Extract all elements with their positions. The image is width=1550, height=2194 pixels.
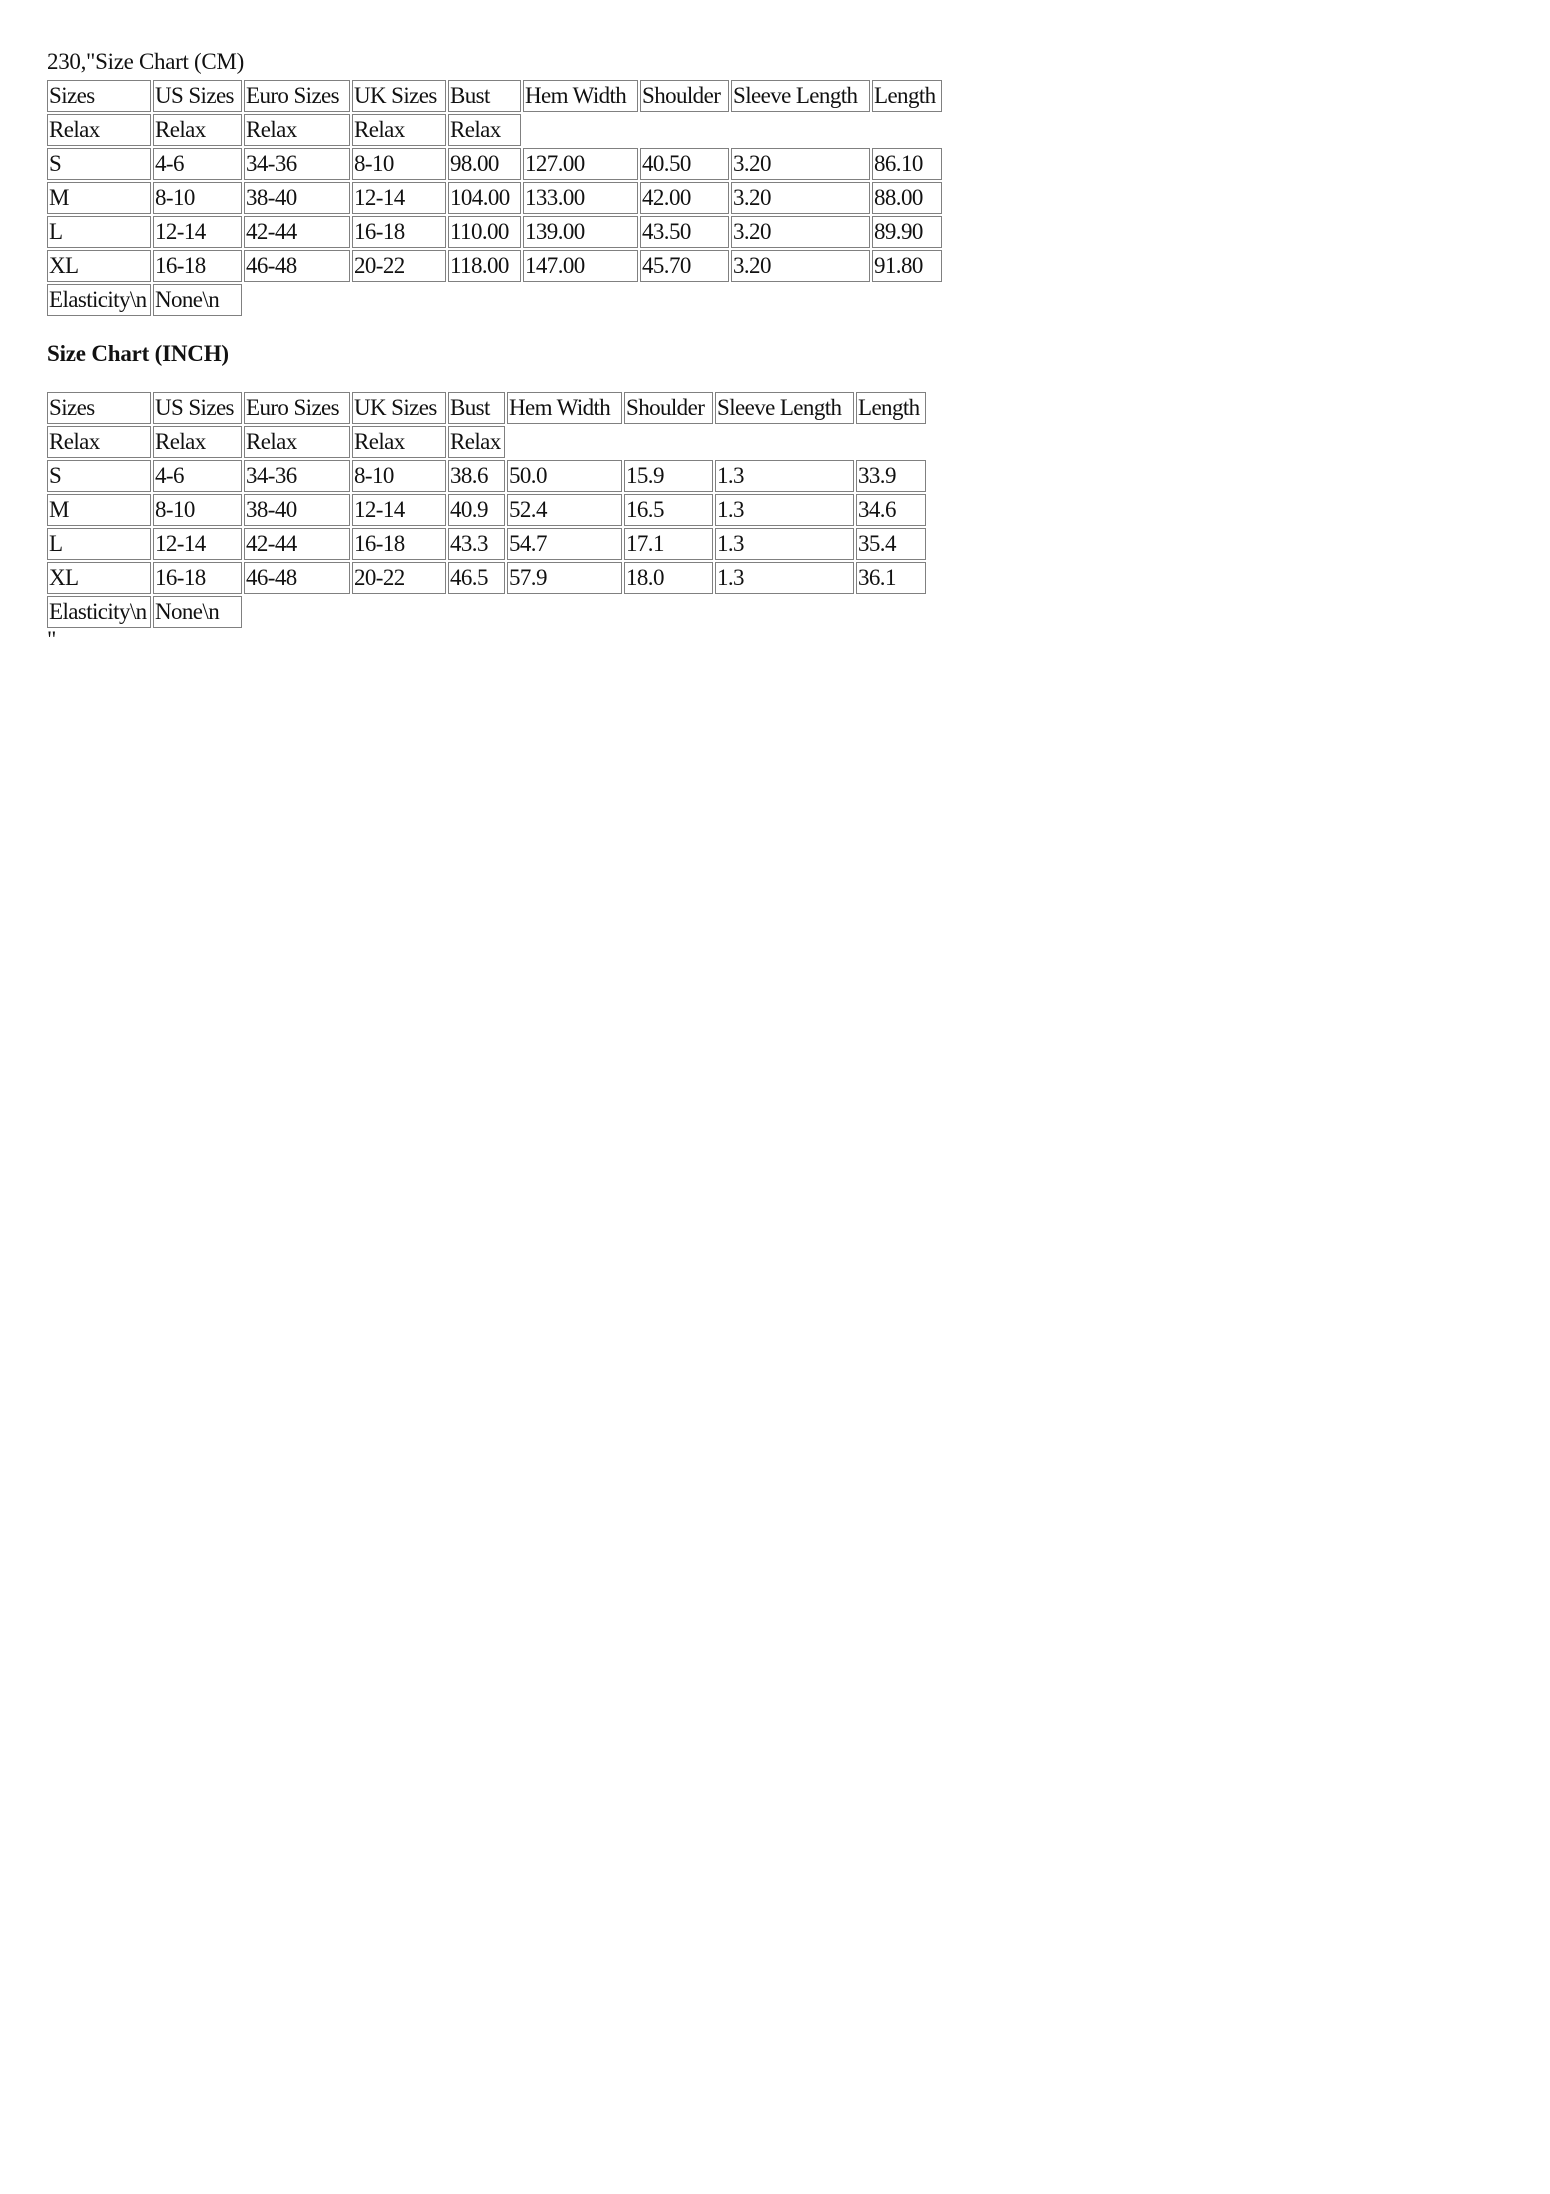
table-cell: 110.00 <box>448 216 521 248</box>
header-cell-bust: Bust <box>448 80 521 112</box>
table-cell: 3.20 <box>731 182 870 214</box>
table-cell: 33.9 <box>856 460 926 492</box>
table-cell: 8-10 <box>352 148 446 180</box>
table-cell: 8-10 <box>153 494 242 526</box>
table-cell: 16-18 <box>352 216 446 248</box>
table-cell: 147.00 <box>523 250 638 282</box>
elasticity-label-cell: Elasticity\n <box>47 284 151 316</box>
table-cell: 16-18 <box>153 250 242 282</box>
header-cell-sleeve-length: Sleeve Length <box>731 80 870 112</box>
closing-quote: " <box>47 627 57 652</box>
header-cell-bust: Bust <box>448 392 505 424</box>
fit-cell: Relax <box>244 426 350 458</box>
table-cell: 17.1 <box>624 528 713 560</box>
table-cell: 1.3 <box>715 528 854 560</box>
header-cell-sizes: Sizes <box>47 80 151 112</box>
table-header-row <box>47 80 942 112</box>
table-cell: 40.9 <box>448 494 505 526</box>
fit-cell: Relax <box>153 426 242 458</box>
table-row <box>47 460 926 492</box>
cm-size-chart-title: 230,"Size Chart (CM) <box>47 49 244 74</box>
table-cell: 1.3 <box>715 460 854 492</box>
table-cell: 34.6 <box>856 494 926 526</box>
table-cell: 3.20 <box>731 216 870 248</box>
table-elasticity-row <box>47 596 926 628</box>
header-cell-shoulder: Shoulder <box>640 80 729 112</box>
table-cell: 86.10 <box>872 148 942 180</box>
fit-cell: Relax <box>352 114 446 146</box>
table-cell: 8-10 <box>352 460 446 492</box>
table-row <box>47 562 926 594</box>
table-cell: 3.20 <box>731 250 870 282</box>
table-cell: XL <box>47 562 151 594</box>
table-cell: 91.80 <box>872 250 942 282</box>
table-cell: S <box>47 460 151 492</box>
table-row <box>47 250 942 282</box>
fit-cell: Relax <box>448 114 521 146</box>
elasticity-value-cell: None\n <box>153 596 242 628</box>
table-cell: 54.7 <box>507 528 622 560</box>
header-cell-sizes: Sizes <box>47 392 151 424</box>
table-cell: 35.4 <box>856 528 926 560</box>
header-cell-uk-sizes: UK Sizes <box>352 80 446 112</box>
table-cell: 4-6 <box>153 460 242 492</box>
elasticity-value-cell: None\n <box>153 284 242 316</box>
table-cell: 42-44 <box>244 528 350 560</box>
table-cell: 50.0 <box>507 460 622 492</box>
table-cell: 12-14 <box>153 528 242 560</box>
table-cell: 38-40 <box>244 182 350 214</box>
inch-size-chart-title: Size Chart (INCH) <box>47 341 229 366</box>
table-cell: 16-18 <box>153 562 242 594</box>
elasticity-label-cell: Elasticity\n <box>47 596 151 628</box>
table-cell: 38.6 <box>448 460 505 492</box>
table-cell: L <box>47 528 151 560</box>
header-cell-uk-sizes: UK Sizes <box>352 392 446 424</box>
table-cell: 15.9 <box>624 460 713 492</box>
table-cell: S <box>47 148 151 180</box>
table-cell: 45.70 <box>640 250 729 282</box>
table-cell: 34-36 <box>244 460 350 492</box>
table-cell: M <box>47 494 151 526</box>
table-cell: 88.00 <box>872 182 942 214</box>
header-cell-euro-sizes: Euro Sizes <box>244 80 350 112</box>
header-cell-length: Length <box>856 392 926 424</box>
table-cell: 12-14 <box>352 182 446 214</box>
fit-cell: Relax <box>352 426 446 458</box>
table-cell: 139.00 <box>523 216 638 248</box>
table-cell: XL <box>47 250 151 282</box>
table-cell: 43.50 <box>640 216 729 248</box>
table-cell: 46-48 <box>244 250 350 282</box>
table-cell: 46.5 <box>448 562 505 594</box>
table-cell: 118.00 <box>448 250 521 282</box>
fit-cell: Relax <box>47 426 151 458</box>
header-cell-hem-width: Hem Width <box>523 80 638 112</box>
table-cell: 4-6 <box>153 148 242 180</box>
header-cell-shoulder: Shoulder <box>624 392 713 424</box>
table-cell: 52.4 <box>507 494 622 526</box>
table-cell: 127.00 <box>523 148 638 180</box>
table-cell: 36.1 <box>856 562 926 594</box>
table-cell: 18.0 <box>624 562 713 594</box>
table-row <box>47 148 942 180</box>
table-cell: 20-22 <box>352 250 446 282</box>
header-cell-us-sizes: US Sizes <box>153 392 242 424</box>
table-cell: 16.5 <box>624 494 713 526</box>
table-row <box>47 494 926 526</box>
table-cell: 1.3 <box>715 562 854 594</box>
table-row <box>47 182 942 214</box>
table-cell: 12-14 <box>153 216 242 248</box>
table-cell: 98.00 <box>448 148 521 180</box>
table-cell: 20-22 <box>352 562 446 594</box>
table-fit-row <box>47 426 926 458</box>
table-elasticity-row <box>47 284 942 316</box>
table-header-row <box>47 392 926 424</box>
table-cell: 42-44 <box>244 216 350 248</box>
table-cell: L <box>47 216 151 248</box>
table-cell: 38-40 <box>244 494 350 526</box>
table-cell: M <box>47 182 151 214</box>
table-cell: 40.50 <box>640 148 729 180</box>
table-cell: 104.00 <box>448 182 521 214</box>
table-cell: 89.90 <box>872 216 942 248</box>
table-cell: 42.00 <box>640 182 729 214</box>
table-cell: 12-14 <box>352 494 446 526</box>
table-row <box>47 528 926 560</box>
fit-cell: Relax <box>153 114 242 146</box>
table-cell: 46-48 <box>244 562 350 594</box>
fit-cell: Relax <box>448 426 505 458</box>
table-fit-row <box>47 114 942 146</box>
inch-size-table <box>45 390 928 630</box>
table-cell: 16-18 <box>352 528 446 560</box>
header-cell-us-sizes: US Sizes <box>153 80 242 112</box>
fit-cell: Relax <box>244 114 350 146</box>
cm-size-table <box>45 78 944 318</box>
table-cell: 133.00 <box>523 182 638 214</box>
table-row <box>47 216 942 248</box>
table-cell: 8-10 <box>153 182 242 214</box>
table-cell: 34-36 <box>244 148 350 180</box>
table-cell: 43.3 <box>448 528 505 560</box>
fit-cell: Relax <box>47 114 151 146</box>
table-cell: 1.3 <box>715 494 854 526</box>
header-cell-hem-width: Hem Width <box>507 392 622 424</box>
document-page <box>47 48 944 650</box>
table-cell: 57.9 <box>507 562 622 594</box>
header-cell-sleeve-length: Sleeve Length <box>715 392 854 424</box>
table-cell: 3.20 <box>731 148 870 180</box>
header-cell-length: Length <box>872 80 942 112</box>
header-cell-euro-sizes: Euro Sizes <box>244 392 350 424</box>
